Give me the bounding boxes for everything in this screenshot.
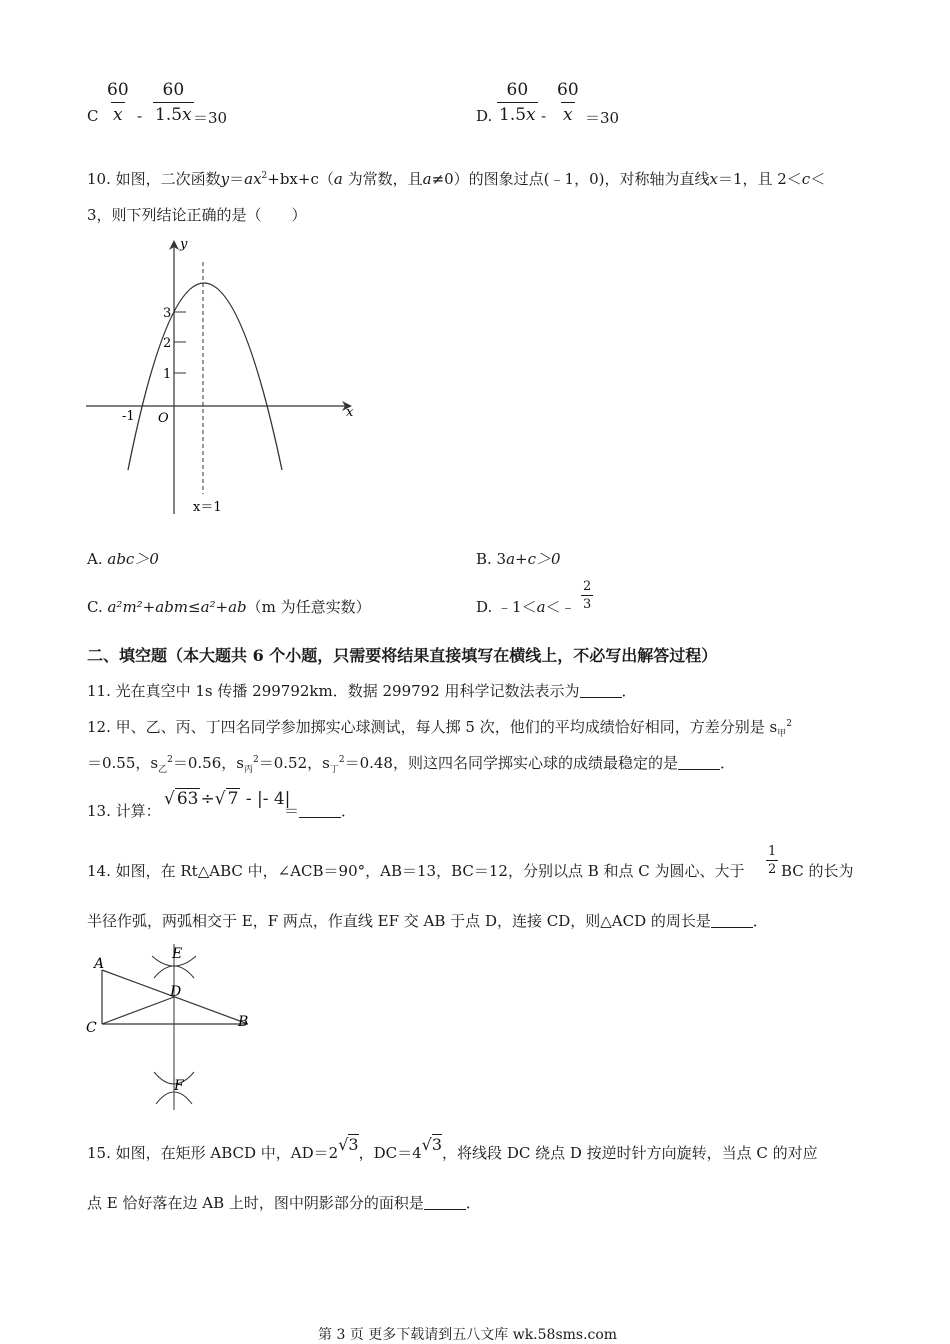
fraction-denominator: x (561, 102, 575, 124)
y-tick-label-2: 2 (163, 336, 172, 351)
q10-line-2: 3，则下列结论正确的是（ ） (87, 206, 307, 224)
fraction-numerator: 60 (557, 80, 579, 100)
fraction-denominator: 2 (768, 862, 777, 877)
q10-parabola-graph (80, 232, 370, 522)
q10-option-a: A. abc＞0 (87, 550, 159, 568)
point-b-label: B (238, 1014, 249, 1030)
y-axis-label: y (180, 237, 188, 252)
q10-option-b: B. 3a+c＞0 (476, 550, 561, 568)
answer-blank[interactable] (424, 1195, 466, 1210)
answer-blank[interactable] (711, 913, 753, 928)
q13-answer: ＝ ． (284, 802, 357, 820)
q9-option-d-label: D. (476, 107, 493, 125)
answer-blank[interactable] (299, 803, 341, 818)
answer-blank[interactable] (678, 755, 720, 770)
fraction-numerator: 1 (768, 844, 777, 859)
symmetry-axis-label: x＝1 (193, 500, 222, 515)
fraction-denominator: 1.5x (153, 102, 194, 124)
point-c-label: C (86, 1020, 97, 1036)
q9-d-equals: ＝30 (585, 109, 620, 127)
parabola-curve (128, 283, 282, 470)
answer-blank[interactable] (580, 683, 622, 698)
y-tick-label-3: 3 (163, 306, 172, 321)
q12-line-2: ＝0.55，$s_乙^2=0.56$，$s_丙^2=0.52$，$s_丁^2=0.48$，则这四名同学掷实心球的成绩最稳定的是 ． (87, 754, 735, 775)
segment-cd (102, 997, 174, 1024)
minus-sign: - (541, 107, 547, 125)
q9-c-fraction-2 (153, 82, 194, 124)
q9-d-fraction-1 (497, 82, 538, 124)
q14-half-fraction (766, 845, 778, 876)
y-tick-label-1: 1 (163, 367, 172, 382)
q14-line-2: 半径作弧，两弧相交于 E，F 两点，作直线 EF 交 AB 于点 D，连接 CD，则△ACD 的周长是 ． (87, 912, 768, 930)
q14-line-1: 14. 如图，在 Rt△ABC 中，∠ACB＝90°，AB＝13，BC＝12，分别以点 B 和点 C 为圆心、大于 (87, 862, 745, 880)
fraction-numerator: 60 (162, 80, 185, 100)
q10-option-c: C. a²m²+abm≤a²+ab（m 为任意实数） (87, 598, 371, 616)
point-a-label: A (94, 956, 105, 972)
minus-sign: - (137, 107, 143, 125)
page-footer: 第 3 页 更多下载请到五八文库 wk.58sms.com (318, 1327, 618, 1343)
q14-line-1-end: BC 的长为 (781, 862, 854, 880)
x-axis-label: x (346, 405, 354, 420)
q15-line-1: 15. 如图，在矩形 ABCD 中，AD＝2√3，DC＝4√3，将线段 DC 绕点 D 按逆时针方向旋转，当点 C 的对应 (87, 1135, 818, 1162)
q13-expression: √ 63 ÷√ 7 - |- 4| (164, 789, 291, 809)
fraction-numerator: 2 (583, 579, 592, 594)
q10-line-1: 10. 如图，二次函数$y=ax^2+bx+c(a$ 为常数，且a≠0）的图象过点(﹣1，0)，对称轴为直线x＝1，且 2＜c＜ (87, 170, 826, 188)
q10-d-fraction (581, 580, 593, 611)
q14-triangle-figure (80, 940, 270, 1115)
q9-c-fraction-1 (105, 82, 131, 124)
origin-label: O (158, 411, 169, 426)
fraction-numerator: 60 (506, 80, 529, 100)
q13-label: 13. 计算： (87, 802, 161, 820)
q15-line-2: 点 E 恰好落在边 AB 上时，图中阴影部分的面积是 ． (87, 1194, 481, 1212)
q9-option-c-label: C (87, 107, 99, 125)
q10-option-d: D. ﹣1＜a＜﹣ (476, 598, 576, 616)
neg-one-label: -1 (122, 409, 135, 424)
fraction-numerator: 60 (107, 80, 129, 100)
point-e-label: E (172, 946, 183, 962)
q11-text: 11. 光在真空中 1s 传播 299792km．数据 299792 用科学记数法表示为 ． (87, 682, 637, 700)
q9-c-equals: ＝30 (193, 109, 228, 127)
q12-line-1: 12. 甲、乙、丙、丁四名同学参加掷实心球测试，每人掷 5 次，他们的平均成绩恰好相同，方差分别是 $s_甲^2$ (87, 718, 792, 739)
point-f-label: F (174, 1078, 184, 1094)
section-2-heading: 二、填空题（本大题共 6 个小题，只需要将结果直接填写在横线上，不必写出解答过程） (87, 646, 718, 665)
fraction-denominator: x (111, 102, 125, 124)
fraction-denominator: 1.5x (497, 102, 538, 124)
point-d-label: D (170, 984, 182, 1000)
q9-d-fraction-2 (555, 82, 581, 124)
fraction-denominator: 3 (583, 597, 592, 612)
